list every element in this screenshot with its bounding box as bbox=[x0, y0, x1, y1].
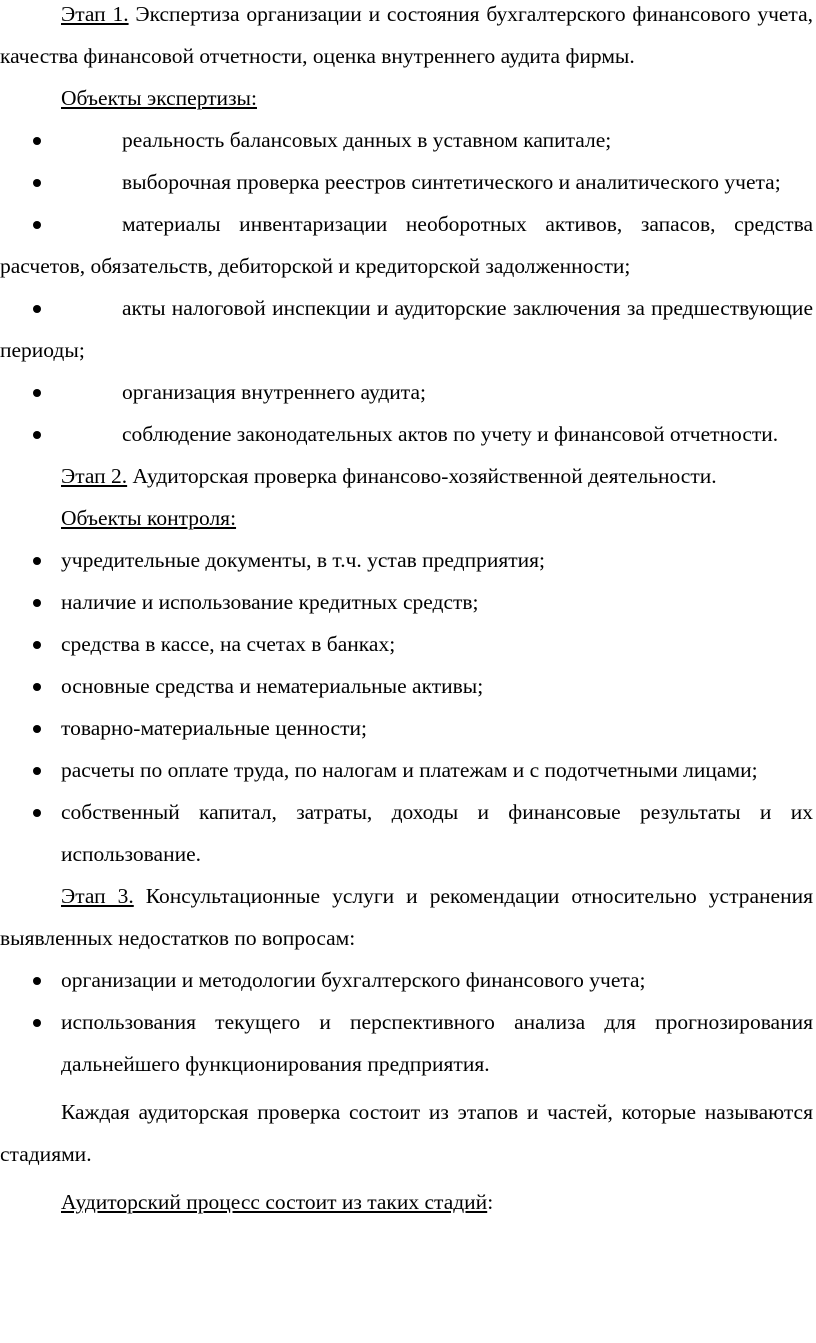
stage3-paragraph bbox=[0, 875, 813, 959]
stage2-objects-list bbox=[0, 539, 813, 875]
closing-paragraph bbox=[0, 1091, 813, 1175]
list-item bbox=[0, 371, 813, 413]
list-item bbox=[0, 623, 813, 665]
stage1-paragraph bbox=[0, 0, 813, 77]
list-item-text: соблюдение законодательных актов по учету и финансовой отчетности. bbox=[122, 422, 779, 446]
stage2-objects-heading bbox=[0, 497, 813, 539]
list-item-text: средства в кассе, на счетах в банках; bbox=[61, 632, 396, 656]
list-item-text: материалы инвентаризации необоротных активов, запасов, средства расчетов, обязательств, дебиторской и кредиторской задолженности; bbox=[0, 212, 813, 278]
list-item-text: реальность балансовых данных в уставном капитале; bbox=[122, 128, 612, 152]
list-item-text: собственный капитал, затраты, доходы и финансовые результаты и их использование. bbox=[61, 800, 813, 866]
stage1-objects-heading-text: Объекты экспертизы: bbox=[61, 86, 257, 110]
list-item bbox=[0, 665, 813, 707]
stage3-text: Консультационные услуги и рекомендации относительно устранения выявленных недостатков по вопросам: bbox=[0, 884, 813, 950]
list-item bbox=[0, 1001, 813, 1085]
list-item-text: товарно-материальные ценности; bbox=[61, 716, 367, 740]
stage1-text: Экспертиза организации и состояния бухгалтерского финансового учета, качества финансовой отчетности, оценка внутреннего аудита фирмы. bbox=[0, 2, 813, 68]
stage3-topics-list bbox=[0, 959, 813, 1085]
stage2-objects-heading-text: Объекты контроля: bbox=[61, 506, 237, 530]
list-item-text: организации и методологии бухгалтерского финансового учета; bbox=[61, 968, 646, 992]
stage2-text: Аудиторская проверка финансово-хозяйственной деятельности. bbox=[127, 464, 717, 488]
process-heading-text: Аудиторский процесс состоит из таких стадий bbox=[61, 1190, 488, 1214]
closing-text: Каждая аудиторская проверка состоит из этапов и частей, которые называются стадиями. bbox=[0, 1100, 813, 1166]
list-item bbox=[0, 161, 813, 203]
stage1-objects-heading bbox=[0, 77, 813, 119]
list-item bbox=[0, 581, 813, 623]
list-item-text: наличие и использование кредитных средств; bbox=[61, 590, 479, 614]
list-item bbox=[0, 749, 813, 791]
list-item bbox=[0, 119, 813, 161]
list-item bbox=[0, 707, 813, 749]
list-item-text: выборочная проверка реестров синтетического и аналитического учета; bbox=[122, 170, 781, 194]
list-item-text: акты налоговой инспекции и аудиторские заключения за предшествующие периоды; bbox=[0, 296, 813, 362]
list-item bbox=[0, 959, 813, 1001]
stage2-paragraph bbox=[0, 455, 813, 497]
list-item bbox=[0, 203, 813, 287]
process-heading-colon: : bbox=[487, 1190, 494, 1214]
list-item-text: основные средства и нематериальные активы; bbox=[61, 674, 484, 698]
list-item-text: расчеты по оплате труда, по налогам и платежам и с подотчетными лицами; bbox=[61, 758, 758, 782]
list-item-text: организация внутреннего аудита; bbox=[122, 380, 426, 404]
stage1-objects-list bbox=[0, 119, 813, 455]
stage2-label: Этап 2. bbox=[61, 464, 128, 488]
list-item-text: использования текущего и перспективного анализа для прогнозирования дальнейшего функционирования предприятия. bbox=[61, 1010, 813, 1076]
process-heading bbox=[0, 1181, 813, 1223]
list-item bbox=[0, 791, 813, 875]
stage3-label: Этап 3. bbox=[61, 884, 134, 908]
list-item-text: учредительные документы, в т.ч. устав предприятия; bbox=[61, 548, 546, 572]
list-item bbox=[0, 539, 813, 581]
list-item bbox=[0, 413, 813, 455]
stage1-label: Этап 1. bbox=[61, 2, 129, 26]
list-item bbox=[0, 287, 813, 371]
